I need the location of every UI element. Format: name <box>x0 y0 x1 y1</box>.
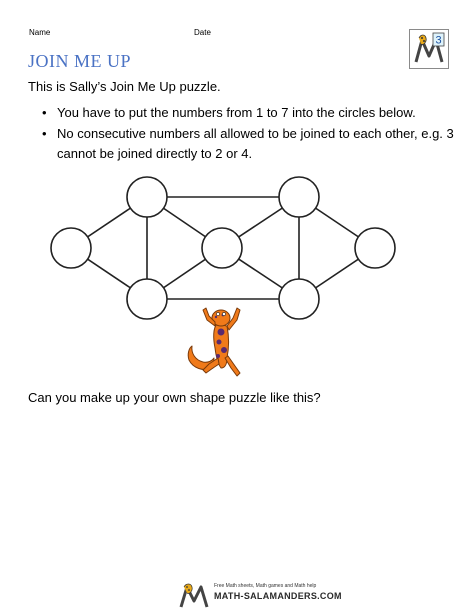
grade-badge: 3 <box>435 34 442 47</box>
date-label: Date <box>194 28 211 37</box>
salamander-logo-icon <box>409 29 449 69</box>
intro-text: This is Sally’s Join Me Up puzzle. <box>28 79 221 94</box>
footer-wordmark[interactable]: MATH-SALAMANDERS.COM <box>214 591 342 601</box>
name-label: Name <box>29 28 51 37</box>
closing-question: Can you make up your own shape puzzle like this? <box>28 390 321 405</box>
puzzle-circle[interactable] <box>202 228 242 268</box>
puzzle-circle[interactable] <box>127 279 167 319</box>
salamander-illustration <box>185 298 249 384</box>
footer-tagline: Free Math sheets, Math games and Math help <box>214 583 317 589</box>
bullet-symbol: • <box>42 126 47 141</box>
puzzle-circle[interactable] <box>279 177 319 217</box>
puzzle-circle[interactable] <box>355 228 395 268</box>
footer-logo-icon <box>178 581 210 609</box>
bullet-text: No consecutive numbers all allowed to be joined to each other, e.g. 3 cannot be joined directly to 2 or 4. <box>57 126 454 161</box>
bullet-text: You have to put the numbers from 1 to 7 into the circles below. <box>57 105 416 120</box>
puzzle-circle[interactable] <box>279 279 319 319</box>
bullet-symbol: • <box>42 105 47 120</box>
puzzle-circle[interactable] <box>51 228 91 268</box>
puzzle-circle[interactable] <box>127 177 167 217</box>
page-title: JOIN ME UP <box>28 51 132 71</box>
